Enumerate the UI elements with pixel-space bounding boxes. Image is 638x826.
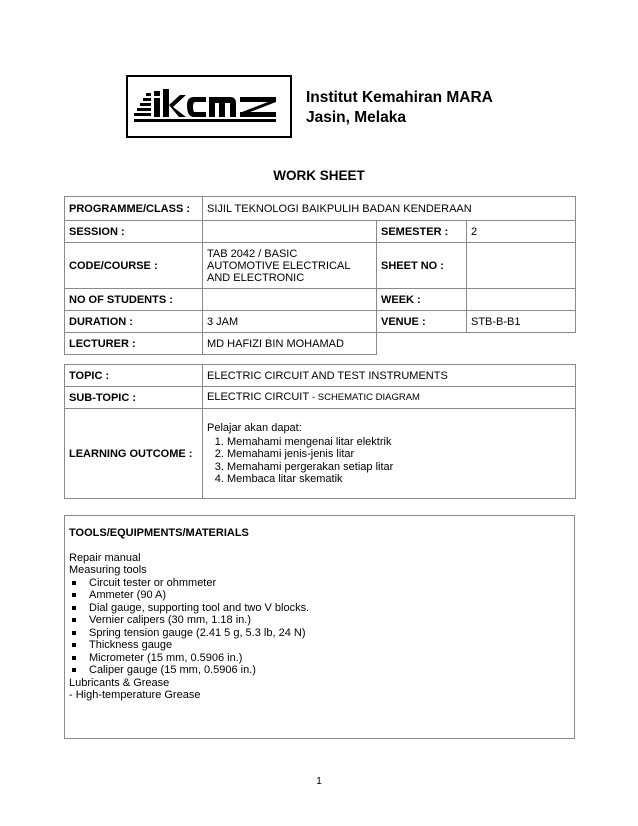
week-label: WEEK :: [377, 289, 467, 311]
list-item: Micrometer (15 mm, 0.5906 in.): [69, 652, 570, 665]
sheet-label: SHEET NO :: [377, 243, 467, 289]
topic-table: [64, 364, 576, 499]
institute-name: [306, 88, 493, 128]
table-row: [65, 409, 576, 499]
list-item: Spring tension gauge (2.41 5 g, 5.3 lb, 24 N): [69, 627, 570, 640]
tools-list: [69, 577, 570, 677]
subtopic-label: SUB-TOPIC :: [65, 387, 203, 409]
topic-value: ELECTRIC CIRCUIT AND TEST INSTRUMENTS: [203, 365, 576, 387]
subtopic-value: [203, 387, 576, 409]
list-item: Caliper gauge (15 mm, 0.5906 in.): [69, 664, 570, 677]
semester-label: SEMESTER :: [377, 221, 467, 243]
table-row: [65, 221, 576, 243]
outcome-item: 1. Memahami mengenai litar elektrik: [227, 436, 571, 449]
duration-value: 3 JAM: [203, 311, 377, 333]
outcome-item: 3. Memahami pergerakan setiap litar: [227, 461, 571, 474]
lecturer-label: LECTURER :: [65, 333, 203, 355]
info-table: [64, 196, 576, 355]
repair-manual: Repair manual: [69, 551, 141, 564]
page-title: WORK SHEET: [273, 168, 365, 183]
grease: - High-temperature Grease: [69, 689, 201, 701]
subtopic-main: ELECTRIC CIRCUIT: [207, 391, 309, 403]
table-row: [65, 243, 576, 289]
page-number: 1: [316, 776, 322, 787]
table-row: [65, 387, 576, 409]
table-row: [65, 311, 576, 333]
duration-label: DURATION :: [65, 311, 203, 333]
programme-label: PROGRAMME/CLASS :: [65, 197, 203, 221]
blank-cell: [377, 333, 467, 355]
subtopic-detail: - SCHEMATIC DIAGRAM: [311, 392, 420, 403]
topic-label: TOPIC :: [65, 365, 203, 387]
institute-line-1: Institut Kemahiran MARA: [306, 89, 493, 106]
semester-value: 2: [467, 221, 576, 243]
lecturer-value: MD HAFIZI BIN MOHAMAD: [203, 333, 377, 355]
blank-cell: [467, 333, 576, 355]
outcome-intro: Pelajar akan dapat:: [207, 421, 302, 434]
list-item: Dial gauge, supporting tool and two V blocks.: [69, 602, 570, 615]
list-item: Circuit tester or ohmmeter: [69, 577, 570, 590]
programme-value: SIJIL TEKNOLOGI BAIKPULIH BADAN KENDERAAN: [203, 197, 576, 221]
venue-label: VENUE :: [377, 311, 467, 333]
outcome-item: 4. Membaca litar skematik: [227, 473, 571, 486]
list-item: Thickness gauge: [69, 639, 570, 652]
table-row: [65, 333, 576, 355]
list-item: Ammeter (90 A): [69, 589, 570, 602]
tools-box: [64, 515, 575, 739]
outcome-label: LEARNING OUTCOME :: [65, 409, 203, 499]
institute-line-2: Jasin, Melaka: [306, 109, 406, 126]
code-value: TAB 2042 / BASIC AUTOMOTIVE ELECTRICAL AND ELECTRONIC: [203, 243, 377, 289]
table-row: [65, 197, 576, 221]
session-label: SESSION :: [65, 221, 203, 243]
students-label: NO OF STUDENTS :: [65, 289, 203, 311]
table-row: [65, 289, 576, 311]
session-value: [203, 221, 377, 243]
venue-value: STB-B-B1: [467, 311, 576, 333]
code-label: CODE/COURSE :: [65, 243, 203, 289]
students-value: [203, 289, 377, 311]
outcome-list: [207, 436, 571, 486]
outcome-item: 2. Memahami jenis-jenis litar: [227, 448, 571, 461]
ikm-logo-icon: [128, 77, 290, 136]
measuring-tools: Measuring tools: [69, 564, 147, 576]
table-row: [65, 365, 576, 387]
institute-logo: [126, 75, 292, 138]
lubricants: Lubricants & Grease: [69, 676, 170, 689]
tools-heading: TOOLS/EQUIPMENTS/MATERIALS: [69, 527, 249, 539]
outcome-cell: [203, 409, 576, 499]
list-item: Vernier calipers (30 mm, 1.18 in.): [69, 614, 570, 627]
sheet-value: [467, 243, 576, 289]
week-value: [467, 289, 576, 311]
